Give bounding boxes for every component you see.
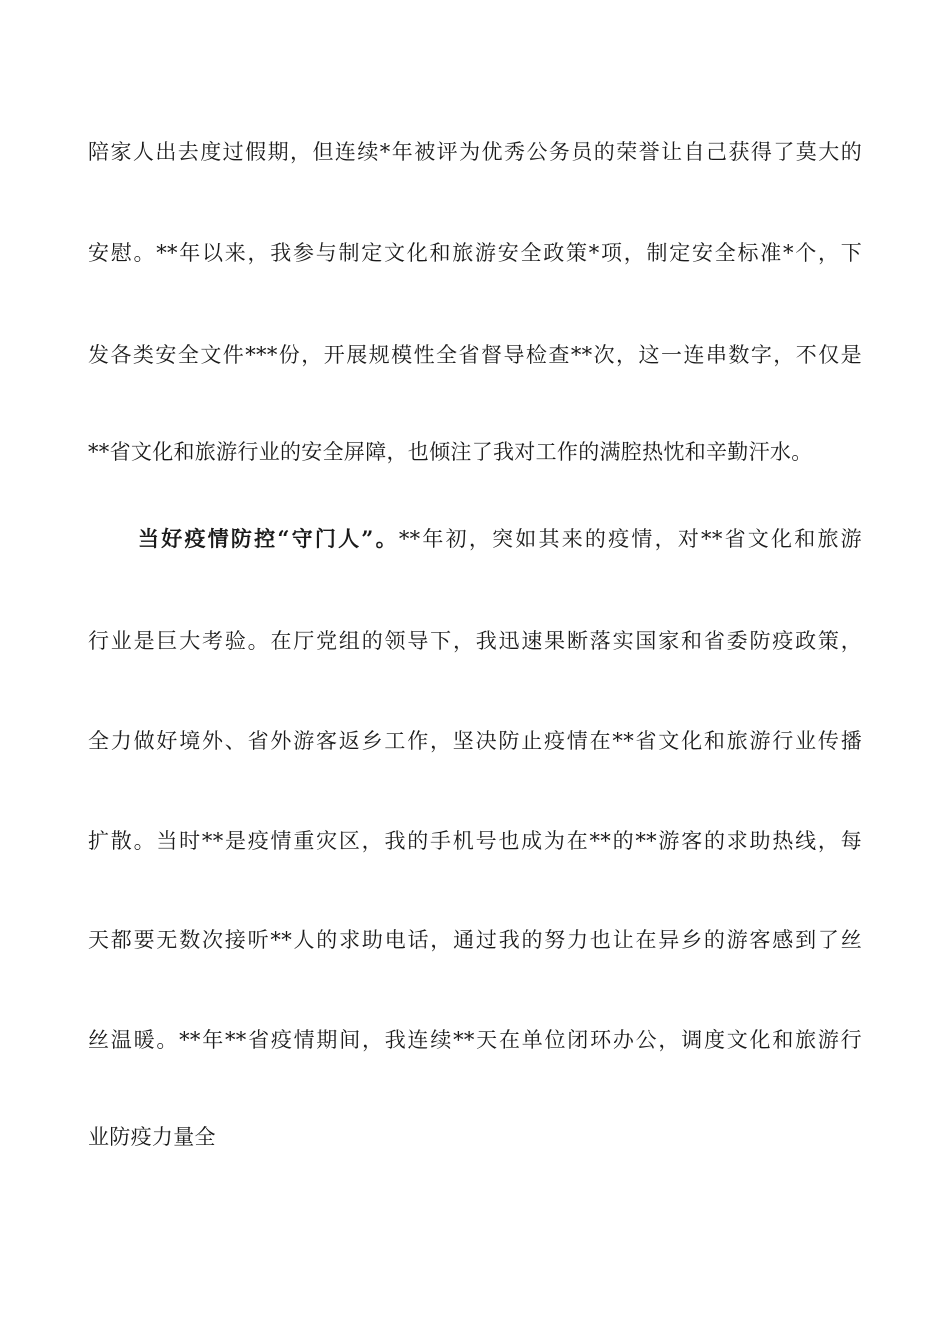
paragraph-1-line-1: 陪家人出去度过假期，但连续*年被评为优秀公务员的荣誉让自己获得了莫大的 (88, 140, 862, 164)
paragraph-2-line-4: 扩散。当时**是疫情重灾区，我的手机号也成为在**的**游客的求助热线，每 (88, 829, 862, 853)
paragraph-2-line-6: 丝温暖。**年**省疫情期间，我连续**天在单位闭环办公，调度文化和旅游行 (88, 1028, 862, 1052)
paragraph-1-line-2: 安慰。**年以来，我参与制定文化和旅游安全政策*项，制定安全标准*个，下 (88, 241, 862, 265)
paragraph-2-line-7: 业防疫力量全 (88, 1125, 216, 1149)
paragraph-2-line-5: 天都要无数次接听**人的求助电话，通过我的努力也让在异乡的游客感到了丝 (88, 928, 862, 952)
paragraph-2-line-2: 行业是巨大考验。在厅党组的领导下，我迅速果断落实国家和省委防疫政策， (88, 629, 862, 653)
paragraph-2-line-1 (138, 524, 862, 554)
paragraph-2-line-1-text: **年初，突如其来的疫情，对**省文化和旅游 (398, 527, 862, 551)
paragraph-2-line-3: 全力做好境外、省外游客返乡工作，坚决防止疫情在**省文化和旅游行业传播 (88, 729, 862, 753)
paragraph-2-heading: 当好疫情防控“守门人”。 (138, 526, 399, 551)
paragraph-1-line-4: **省文化和旅游行业的安全屏障，也倾注了我对工作的满腔热忱和辛勤汗水。 (88, 440, 813, 464)
paragraph-1-line-3: 发各类安全文件***份，开展规模性全省督导检查**次，这一连串数字，不仅是 (88, 343, 862, 367)
